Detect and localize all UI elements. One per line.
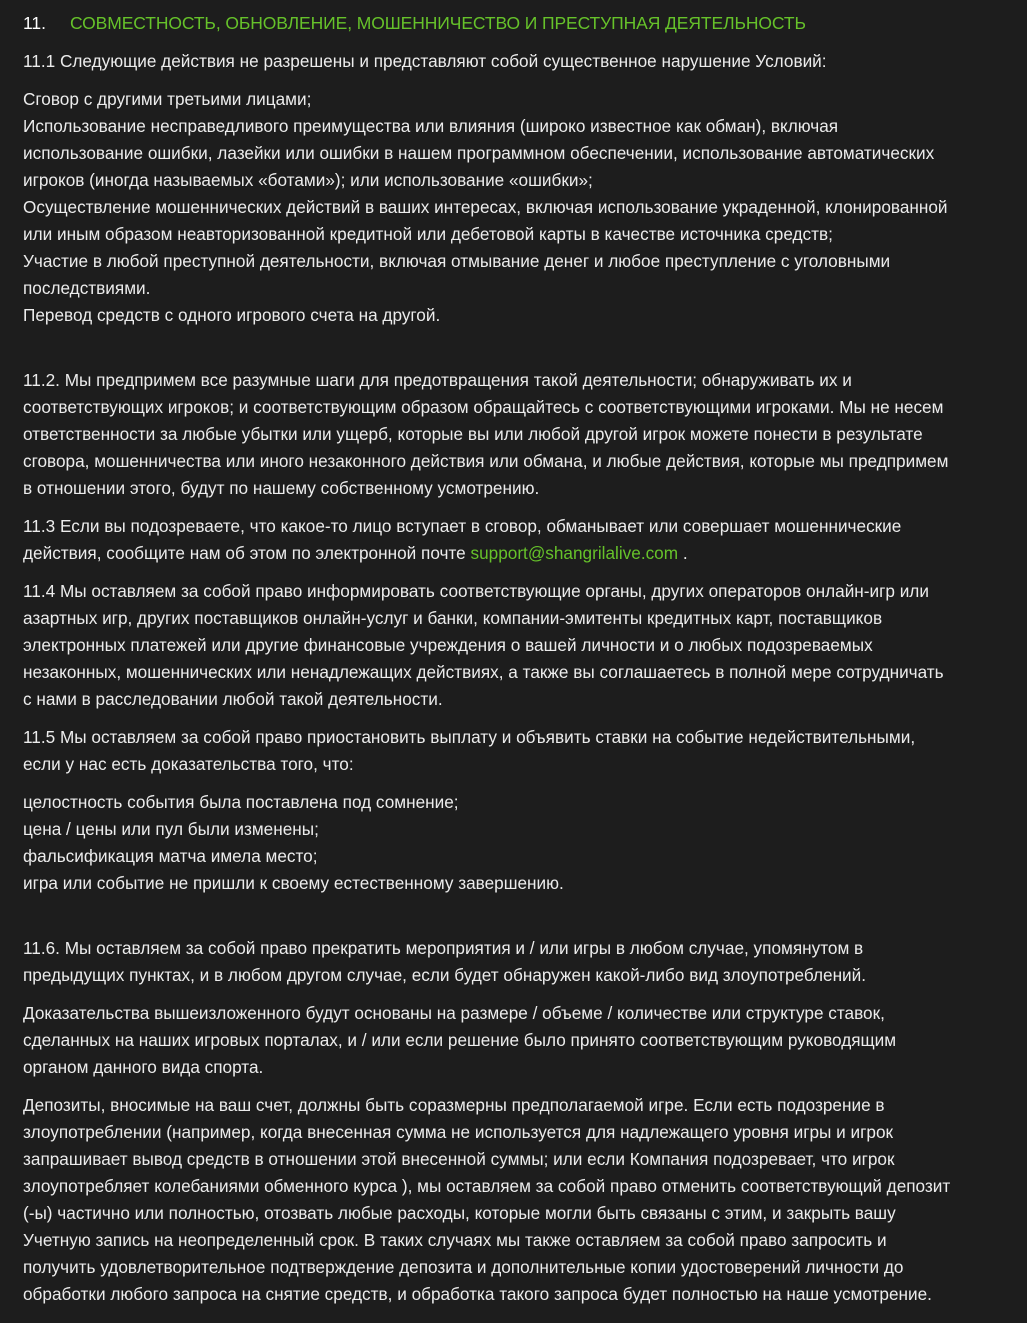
list-item: целостность события была поставлена под сомнение; [23, 792, 459, 812]
text-line: Депозиты, вносимые на ваш счет, должны быть соразмерны предполагаемой игре. Если есть подозрение в [23, 1095, 885, 1115]
text-line: электронных платежей или другие финансовые учреждения о вашей личности и о любых подозреваемых [23, 635, 873, 655]
text-line: злоупотребляет колебаниями обменного курса ), мы оставляем за собой право отменить соответствующий депозит [23, 1176, 951, 1196]
text-line: азартных игр, других поставщиков онлайн-услуг и банки, компании-эмитенты кредитных карт, поставщиков [23, 608, 883, 628]
list-item: или иным образом неавторизованной кредитной или дебетовой карты в качестве источника средств; [23, 224, 833, 244]
clause-11-6 [23, 935, 1009, 989]
text-line: с нами в расследовании любой такой деятельности. [23, 689, 443, 709]
text-line: 11.2. Мы предпримем все разумные шаги для предотвращения такой деятельности; обнаруживать их и [23, 370, 852, 390]
list-item: фальсификация матча имела место; [23, 846, 318, 866]
text-line: Учетную запись на неопределенный срок. В таких случаях мы также оставляем за собой право запросить и [23, 1230, 887, 1250]
clause-11-5-list [23, 789, 1009, 897]
text-line: соответствующих игроков; и соответствующим образом обращайтесь с соответствующими игроками. Мы не несем [23, 397, 944, 417]
section-heading [23, 9, 1009, 37]
text-line: 11.3 Если вы подозреваете, что какое-то лицо вступает в сговор, обманывает или совершает мошеннические [23, 516, 902, 536]
text-line: обработки любого запроса на снятие средств, и обработка такого запроса будет полностью на наше усмотрение. [23, 1284, 932, 1304]
list-item: цена / цены или пул были изменены; [23, 819, 319, 839]
text-line: органом данного вида спорта. [23, 1057, 264, 1077]
list-item: игроков (иногда называемых «ботами»); или использование «ошибки»; [23, 170, 593, 190]
section-title: СОВМЕСТНОСТЬ, ОБНОВЛЕНИЕ, МОШЕННИЧЕСТВО И ПРЕСТУПНАЯ ДЕЯТЕЛЬНОСТЬ [70, 13, 806, 33]
list-item: игра или событие не пришли к своему естественному завершению. [23, 873, 564, 893]
text-line: 11.5 Мы оставляем за собой право приостановить выплату и объявить ставки на событие недействительными, [23, 727, 916, 747]
text-line: сговора, мошенничества или иного незаконного действия или обмана, и любые действия, которые мы предпримем [23, 451, 949, 471]
list-item: Использование несправедливого преимущества или влияния (широко известное как обман), включая [23, 116, 839, 136]
evidence-paragraph [23, 1000, 1009, 1081]
clause-11-1-intro: 11.1 Следующие действия не разрешены и представляют собой существенное нарушение Условий: [23, 51, 827, 71]
text-line: в отношении этого, будут по нашему собственному усмотрению. [23, 478, 540, 498]
text-line: 11.6. Мы оставляем за собой право прекратить мероприятия и / или игры в любом случае, упомянутом в [23, 938, 864, 958]
list-item: использование ошибки, лазейки или ошибки в нашем программном обеспечении, использование автоматических [23, 143, 935, 163]
text-line: Доказательства вышеизложенного будут основаны на размере / объеме / количестве или структуре ставок, [23, 1003, 885, 1023]
list-item: последствиями. [23, 278, 151, 298]
text-line: сделанных на наших игровых порталах, и / или если решение было принято соответствующим руководящим [23, 1030, 897, 1050]
text-line: 11.4 Мы оставляем за собой право информировать соответствующие органы, других операторов онлайн-игр или [23, 581, 929, 601]
list-item: Осуществление мошеннических действий в ваших интересах, включая использование украденной, клонированной [23, 197, 948, 217]
clause-11-4 [23, 578, 1009, 713]
clause-11-5-intro [23, 724, 1009, 778]
clause-11-1-list [23, 86, 1009, 329]
text-line: злоупотреблении (например, когда внесенная сумма не используется для надлежащего уровня игры и игрок [23, 1122, 894, 1142]
section-number: 11. [23, 13, 47, 33]
clause-11-3-text: действия, сообщите нам об этом по электронной почте [23, 543, 466, 563]
support-email-link[interactable]: support@shangrilalive.com [470, 543, 679, 563]
text-line: получить удовлетворительное подтверждение депозита и дополнительные копии удостоверений личности до [23, 1257, 904, 1277]
list-item: Участие в любой преступной деятельности, включая отмывание денег и любое преступление с уголовными [23, 251, 891, 271]
text-line: запрашивает вывод средств в отношении этой внесенной суммы; или если Компания подозревает, что игрок [23, 1149, 895, 1169]
clause-11-2 [23, 367, 1009, 502]
list-item: Сговор с другими третьими лицами; [23, 89, 312, 109]
text-line: ответственности за любые убытки или ущерб, которые вы или любой другой игрок можете понести в результате [23, 424, 923, 444]
text-line: если у нас есть доказательства того, что: [23, 754, 354, 774]
text-line: (-ы) частично или полностью, отозвать любые расходы, которые могли быть связаны с этим, и закрыть вашу [23, 1203, 896, 1223]
text-line: незаконных, мошеннических или ненадлежащих действиях, а также вы соглашаетесь в полной мере сотрудничать [23, 662, 944, 682]
clause-11-3-end: . [682, 543, 688, 563]
clause-11-3 [23, 513, 1009, 567]
list-item: Перевод средств с одного игрового счета на другой. [23, 305, 441, 325]
deposits-paragraph [23, 1092, 1009, 1308]
text-line [23, 540, 1009, 567]
text-line: предыдущих пунктах, и в любом другом случае, если будет обнаружен какой-либо вид злоупотреблений. [23, 965, 867, 985]
